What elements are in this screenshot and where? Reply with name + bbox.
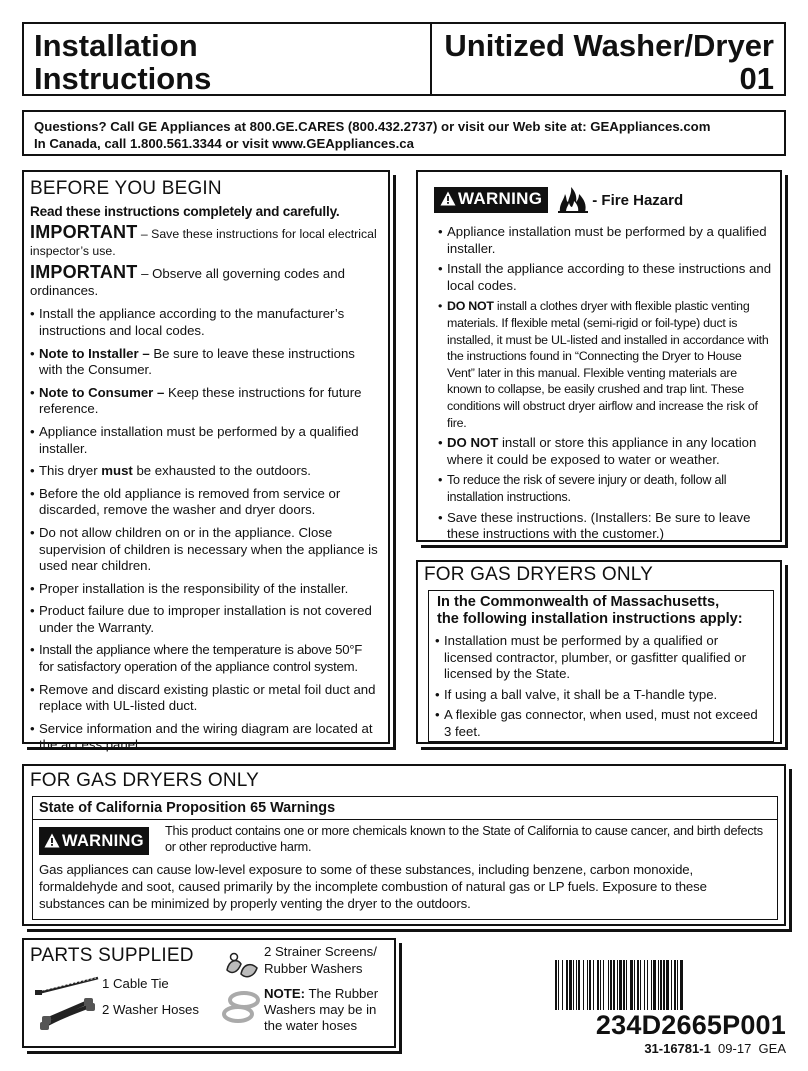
list-item: • Note to Installer – Be sure to leave these instructions with the Consumer. [30,346,380,379]
barcode-bar [640,960,641,1010]
list-item: • Service information and the wiring diagram are located at the access panel. [30,721,380,754]
warning-badge: WARNING [39,827,149,855]
before-you-begin-section [22,170,390,753]
barcode-bar [677,960,678,1010]
list-item: • DO NOT install a clothes dryer with flexible plastic venting materials. If flexible metal (semi-rigid or foil-type) duct is installed, it must be UL-listed and installed in accordance with the instructions found in “Connecting the Dryer to House Vent” later in this manual. Flexible venting materials are known to collapse, be easily crushed and trap lint. These conditions will obstruct dryer airflow and increase the risk of fire. [438,298,772,431]
hazard-label: - Fire Hazard [592,191,684,209]
list-item: • A flexible gas connector, when used, must not exceed 3 feet. [435,707,767,740]
section-heading: BEFORE YOU BEGIN [30,178,222,199]
barcode-bar [597,960,599,1010]
list-item: • Install the appliance according to the manufacturer’s instructions and local codes. [30,306,380,339]
barcode-bar [634,960,635,1010]
barcode-bar [613,960,615,1010]
contact-canada: In Canada, call 1.800.561.3344 or visit www.GEAppliances.ca [34,136,414,151]
list-item: • Install the appliance according to these instructions and local codes. [438,261,772,294]
contact-info [22,110,786,156]
barcode-bar [569,960,572,1010]
section-heading: FOR GAS DRYERS ONLY [424,564,654,585]
barcode-bar [619,960,622,1010]
list-item: • Appliance installation must be performed by a qualified installer. [438,224,772,257]
gas-dryers-california-section [22,764,786,926]
prop65-warning-text: This product contains one or more chemicals known to the State of California to cause cancer, and birth defects or other reproductive harm. [165,824,763,854]
fire-hazard-list [438,224,772,543]
list-item: • To reduce the risk of severe injury or death, follow all installation instructions. [438,472,772,505]
barcode-bar [608,960,609,1010]
barcode-bar [583,960,584,1010]
list-item: • Proper installation is the responsibility of the installer. [30,581,380,598]
list-item: • Note to Consumer – Keep these instructions for future reference. [30,385,380,418]
section-heading: FOR GAS DRYERS ONLY [30,770,260,791]
rubber-washer-icon [222,990,262,1029]
list-item: • Product failure due to improper installation is not covered under the Warranty. [30,603,380,636]
section-heading: PARTS SUPPLIED [30,945,194,966]
warning-triangle-icon [44,829,60,857]
list-item: • Appliance installation must be performed by a qualified installer. [30,424,380,457]
contact-us: Questions? Call GE Appliances at 800.GE.CARES (800.432.2737) or visit our Web site at: GEAppliances.com [34,119,711,134]
product-box [432,22,786,96]
massachusetts-list [435,633,767,741]
barcode-bar [562,960,563,1010]
barcode-bar [647,960,648,1010]
list-item: • Install the appliance where the temperature is above 50°F for satisfactory operation of the appliance control system. [30,642,380,675]
barcode-bar [623,960,625,1010]
barcode-bar [603,960,604,1010]
barcode-bar [671,960,672,1010]
barcode-bar [600,960,601,1010]
barcode-bar [630,960,633,1010]
before-you-begin-list [30,306,380,754]
list-item: • This dryer must be exhausted to the outdoors. [30,463,380,480]
barcode-bar [593,960,594,1010]
important-note-1: IMPORTANT – Save these instructions for local electrical inspector’s use. [30,222,377,258]
massachusetts-box [428,590,774,742]
barcode-bar [666,960,669,1010]
list-item: • Installation must be performed by a qualified or licensed contractor, plumber, or gasfitter qualified or licensed by the State. [435,633,767,683]
barcode-bar [555,960,557,1010]
barcode-bar [617,960,618,1010]
barcode-bar [680,960,683,1010]
prop65-box [32,796,778,920]
list-item: • Save these instructions. (Installers: Be sure to leave these instructions with the customer.) [438,510,772,543]
massachusetts-subheading: In the Commonwealth of Massachusetts, the following installation instructions apply: [437,594,743,627]
document-info: 31-16781-1 09-17 GEA [644,1041,786,1056]
prop65-heading: State of California Proposition 65 Warnings [33,797,777,820]
list-item: • If using a ball valve, it shall be a T-handle type. [435,687,767,704]
barcode-bar [578,960,580,1010]
gas-dryers-massachusetts-section [416,560,782,744]
warning-badge: WARNING [434,187,548,213]
list-item: • Before the old appliance is removed from service or discarded, remove the washer and dryer doors. [30,486,380,519]
washer-hoses-icon [38,998,98,1037]
barcode-bar [660,960,662,1010]
barcode-bar [626,960,627,1010]
strainer-label: 2 Strainer Screens/ Rubber Washers [264,944,377,976]
list-item: • Do not allow children on or in the appliance. Close supervision of children is necessary when the appliance is used near children. [30,525,380,575]
barcode-bar [610,960,612,1010]
barcode [555,960,785,1010]
strainer-screens-icon [224,952,262,987]
product-title: Unitized Washer/Dryer 01 [444,28,774,96]
fire-hazard-warning [416,170,782,542]
barcode-bar [674,960,676,1010]
part-number: 234D2665P001 [595,1010,786,1040]
washer-hoses-label: 2 Washer Hoses [102,1002,199,1017]
barcode-bar [637,960,639,1010]
barcode-bar [558,960,559,1010]
barcode-bar [589,960,591,1010]
barcode-bar [663,960,665,1010]
list-item: • Remove and discard existing plastic or metal foil duct and replace with UL-listed duct. [30,682,380,715]
list-item: • DO NOT install or store this appliance in any location where it could be exposed to water or weather. [438,435,772,468]
document-title: Installation Instructions [34,28,212,96]
barcode-bar [573,960,574,1010]
fire-icon [558,187,588,213]
barcode-bar [576,960,577,1010]
barcode-bar [587,960,588,1010]
important-note-2: IMPORTANT – Observe all governing codes and ordinances. [30,262,345,298]
barcode-bar [644,960,645,1010]
barcode-bar [653,960,656,1010]
barcode-bar [658,960,659,1010]
rubber-washer-note: NOTE: The Rubber Washers may be in the water hoses [264,986,379,1033]
warning-header [434,186,683,214]
warning-triangle-icon [440,190,456,212]
barcode-bar [566,960,568,1010]
read-instructions: Read these instructions completely and carefully. [30,204,340,219]
parts-supplied-section [22,938,396,1048]
cable-tie-label: 1 Cable Tie [102,976,169,991]
title-box [22,22,432,96]
cable-tie-icon [34,974,104,1001]
prop65-body: Gas appliances can cause low-level exposure to some of these substances, including benzene, carbon monoxide, formaldehyde and soot, caused primarily by the incomplete combustion of natural gas or LP fuels. Exposure to these substances can be minimized by properly venting the dryer to the outdoors. [39,862,707,911]
barcode-bar [651,960,652,1010]
